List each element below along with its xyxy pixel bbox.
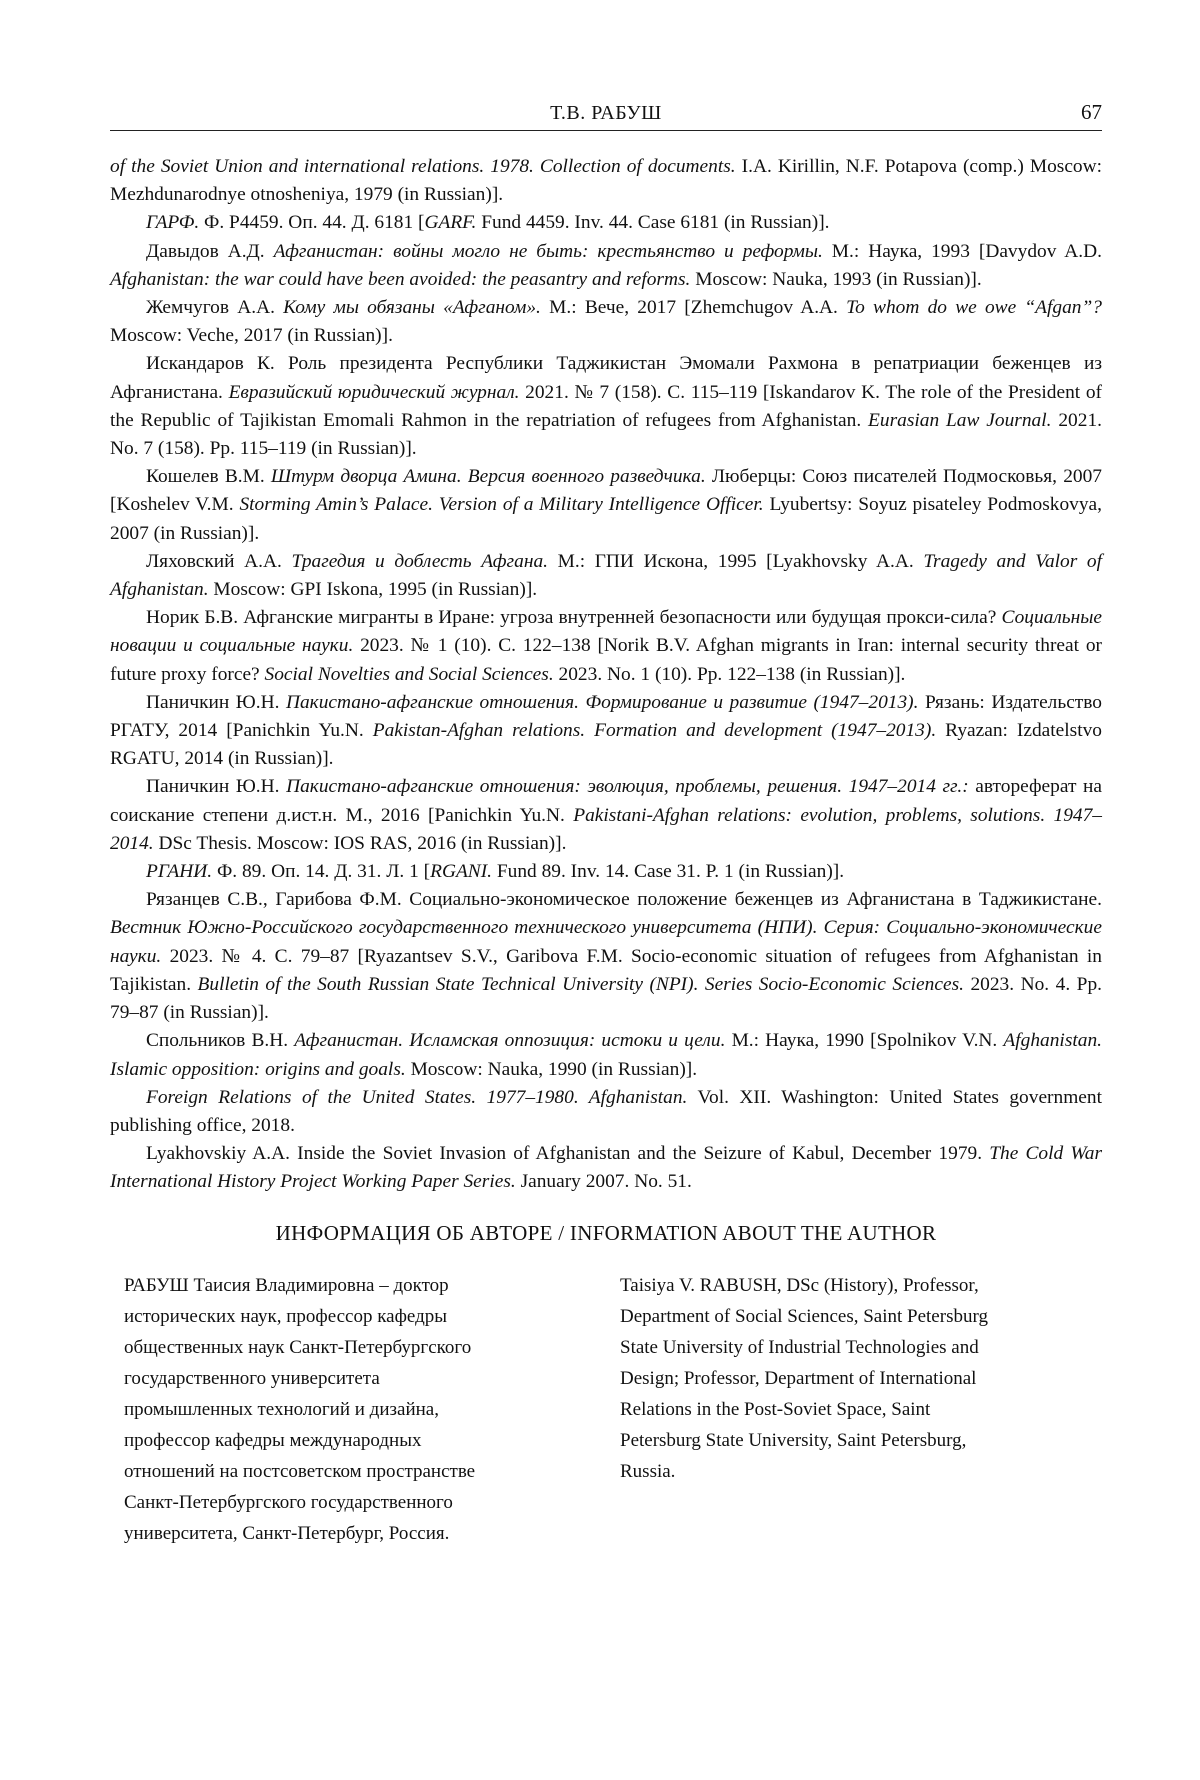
- reference-item: Foreign Relations of the United States. 1977–1980. Afghanistan. Vol. XII. Washington: United States government publishing office, 2018.: [110, 1084, 1102, 1140]
- author-ru-line: университета, Санкт-Петербург, Россия.: [124, 1518, 544, 1549]
- author-ru-line: Санкт-Петербургского государственного: [124, 1487, 544, 1518]
- reference-item: РГАНИ. Ф. 89. Оп. 14. Д. 31. Л. 1 [RGANI. Fund 89. Inv. 14. Case 31. P. 1 (in Russian)].: [110, 858, 1102, 886]
- reference-item: Давыдов А.Д. Афганистан: войны могло не быть: крестьянство и реформы. М.: Наука, 1993 [Davydov A.D. Afghanistan: the war could have been avoided: the peasantry and reforms. Moscow: Nauka, 1993 (in Russian)].: [110, 238, 1102, 294]
- author-ru-line: РАБУШ Таисия Владимировна – доктор: [124, 1270, 544, 1301]
- author-en-line: Department of Social Sciences, Saint Petersburg: [620, 1301, 1090, 1332]
- reference-item: Кошелев В.М. Штурм дворца Амина. Версия военного разведчика. Люберцы: Союз писателей Подмосковья, 2007 [Koshelev V.M. Storming Amin’s Palace. Version of a Military Intelligence Officer. Lyubertsy: Soyuz pisateley Podmoskovya, 2007 (in Russian)].: [110, 463, 1102, 548]
- author-ru-line: государственного университета: [124, 1363, 544, 1394]
- reference-item: Норик Б.В. Афганские мигранты в Иране: угроза внутренней безопасности или будущая прокси-сила? Социальные новации и социальные науки. 2023. № 1 (10). С. 122–138 [Norik B.V. Afghan migrants in Iran: internal security threat or future proxy force? Social Novelties and Social Sciences. 2023. No. 1 (10). Pp. 122–138 (in Russian)].: [110, 604, 1102, 689]
- reference-item: Спольников В.Н. Афганистан. Исламская оппозиция: истоки и цели. М.: Наука, 1990 [Spolnikov V.N. Afghanistan. Islamic opposition: origins and goals. Moscow: Nauka, 1990 (in Russian)].: [110, 1027, 1102, 1083]
- author-ru-line: профессор кафедры международных: [124, 1425, 544, 1456]
- author-ru-line: промышленных технологий и дизайна,: [124, 1394, 544, 1425]
- author-en-line: Relations in the Post-Soviet Space, Saint: [620, 1394, 1090, 1425]
- reference-item: Lyakhovskiy A.A. Inside the Soviet Invasion of Afghanistan and the Seizure of Kabul, December 1979. The Cold War International History Project Working Paper Series. January 2007. No. 51.: [110, 1140, 1102, 1196]
- reference-item: Рязанцев С.В., Гарибова Ф.М. Социально-экономическое положение беженцев из Афганистана в Таджикистане. Вестник Южно-Российского государственного технического университета (НПИ). Серия: Социально-экономические науки. 2023. № 4. С. 79–87 [Ryazantsev S.V., Garibova F.M. Socio-economic situation of refugees from Afghanistan in Tajikistan. Bulletin of the South Russian State Technical University (NPI). Series Socio-Economic Sciences. 2023. No. 4. Pp. 79–87 (in Russian)].: [110, 886, 1102, 1027]
- author-info-ru: [124, 1270, 544, 1549]
- reference-item: Ляховский А.А. Трагедия и доблесть Афгана. М.: ГПИ Искона, 1995 [Lyakhovsky A.A. Tragedy and Valor of Afghanistan. Moscow: GPI Iskona, 1995 (in Russian)].: [110, 548, 1102, 604]
- author-ru-line: отношений на постсоветском пространстве: [124, 1456, 544, 1487]
- author-ru-line: исторических наук, профессор кафедры: [124, 1301, 544, 1332]
- reference-item: Паничкин Ю.Н. Пакистано-афганские отношения. Формирование и развитие (1947–2013). Рязань: Издательство РГАТУ, 2014 [Panichkin Yu.N. Pakistan-Afghan relations. Formation and development (1947–2013). Ryazan: Izdatelstvo RGATU, 2014 (in Russian)].: [110, 689, 1102, 774]
- author-en-line: Design; Professor, Department of International: [620, 1363, 1090, 1394]
- author-en-line: Petersburg State University, Saint Petersburg,: [620, 1425, 1090, 1456]
- running-title: Т.В. РАБУШ: [110, 102, 1102, 125]
- reference-item: ГАРФ. Ф. Р4459. Оп. 44. Д. 6181 [GARF. Fund 4459. Inv. 44. Case 6181 (in Russian)].: [110, 209, 1102, 237]
- reference-item: Жемчугов А.А. Кому мы обязаны «Афганом». М.: Вече, 2017 [Zhemchugov A.A. To whom do we owe “Afgan”? Moscow: Veche, 2017 (in Russian)].: [110, 294, 1102, 350]
- running-header: [110, 90, 1102, 131]
- page-number: 67: [1081, 100, 1102, 125]
- author-ru-line: общественных наук Санкт-Петербургского: [124, 1332, 544, 1363]
- reference-item: of the Soviet Union and international relations. 1978. Collection of documents. I.A. Kirillin, N.F. Potapova (comp.) Moscow: Mezhdunarodnye otnosheniya, 1979 (in Russian)].: [110, 153, 1102, 209]
- reference-list: [110, 153, 1102, 1197]
- page: [110, 90, 1102, 1590]
- author-info: [110, 1270, 1102, 1590]
- author-en-line: Russia.: [620, 1456, 1090, 1487]
- author-section-heading: ИНФОРМАЦИЯ ОБ АВТОРЕ / INFORMATION ABOUT THE AUTHOR: [110, 1221, 1102, 1246]
- reference-item: Паничкин Ю.Н. Пакистано-афганские отношения: эволюция, проблемы, решения. 1947–2014 гг.: автореферат на соискание степени д.ист.н. М., 2016 [Panichkin Yu.N. Pakistani-Afghan relations: evolution, problems, solutions. 1947–2014. DSc Thesis. Moscow: IOS RAS, 2016 (in Russian)].: [110, 773, 1102, 858]
- author-en-line: State University of Industrial Technologies and: [620, 1332, 1090, 1363]
- reference-item: Искандаров К. Роль президента Республики Таджикистан Эмомали Рахмона в репатриации беженцев из Афганистана. Евразийский юридический журнал. 2021. № 7 (158). С. 115–119 [Iskandarov K. The role of the President of the Republic of Tajikistan Emomali Rahmon in the repatriation of refugees from Afghanistan. Eurasian Law Journal. 2021. No. 7 (158). Pp. 115–119 (in Russian)].: [110, 350, 1102, 463]
- author-info-en: [620, 1270, 1090, 1487]
- author-en-line: Taisiya V. RABUSH, DSc (History), Professor,: [620, 1270, 1090, 1301]
